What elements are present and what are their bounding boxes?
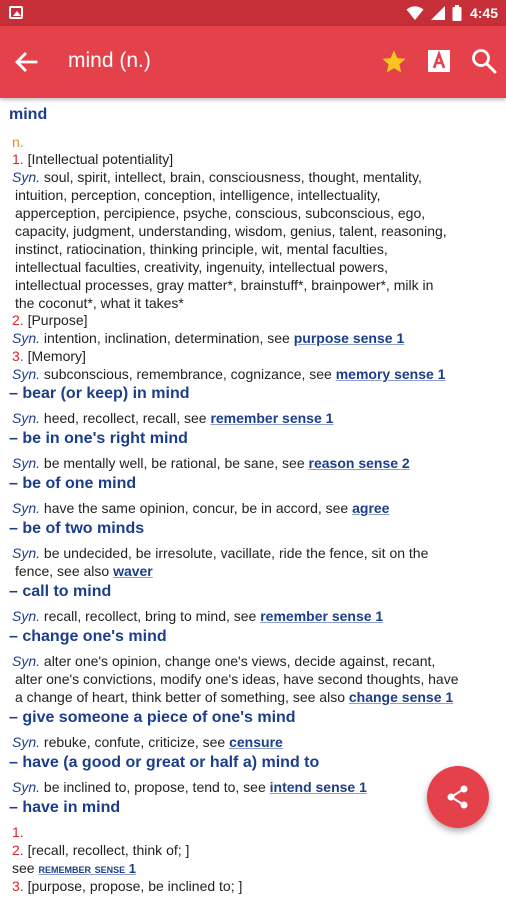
memory-link[interactable]: memory sense 1: [335, 366, 446, 382]
reason-link[interactable]: reason sense 2: [308, 455, 410, 471]
sense-heading: 3. [purpose, propose, be inclined to; ]: [12, 878, 243, 894]
app-bar: [0, 26, 506, 98]
sense-label: [Intellectual potentiality]: [27, 151, 174, 167]
back-arrow-icon[interactable]: [12, 48, 40, 76]
search-icon[interactable]: [470, 47, 498, 75]
synonym-line: Syn. subconscious, remembrance, cognizance, see memory sense 1: [12, 366, 446, 382]
synonym-line: fence, see also waver: [15, 563, 153, 579]
synonym-line: Syn. be undecided, be irresolute, vacillate, ride the fence, sit on the: [12, 545, 429, 561]
notification-icon: [9, 6, 23, 19]
entry-content: [0, 98, 506, 900]
page-title: mind (n.): [68, 49, 151, 72]
status-time: 4:45: [469, 5, 498, 21]
phrase-heading: – be of two minds: [9, 520, 145, 537]
intend-link[interactable]: intend sense 1: [269, 779, 367, 795]
synonym-line: apperception, percipience, psyche, conscious, subconscious, ego,: [15, 205, 426, 221]
headword: mind: [9, 106, 48, 123]
sense-number: 1.: [12, 151, 24, 167]
phrase-heading: – have in mind: [9, 799, 121, 816]
sense-heading: 2. [recall, recollect, think of; ]: [12, 842, 190, 858]
synonym-line: Syn. be mentally well, be rational, be sane, see reason sense 2: [12, 455, 410, 471]
phrase-heading: – have (a good or great or half a) mind to: [9, 754, 320, 771]
synonym-line: a change of heart, think better of something, see also change sense 1: [15, 689, 454, 705]
sense-heading: 1.: [12, 824, 24, 840]
phrase-heading: – call to mind: [9, 583, 112, 600]
battery-icon: [452, 5, 462, 21]
status-icons: [406, 3, 498, 23]
syn-label: Syn.: [12, 169, 41, 185]
synonym-line: Syn. rebuke, confute, criticize, see censure: [12, 734, 283, 750]
phrase-heading: – bear (or keep) in mind: [9, 385, 190, 402]
waver-link[interactable]: waver: [113, 563, 153, 579]
synonym-line: alter one's convictions, modify one's ideas, have second thoughts, have: [15, 671, 459, 687]
purpose-link[interactable]: purpose sense 1: [293, 330, 405, 346]
synonym-line: instinct, ratiocination, thinking principle, wit, mental faculties,: [15, 241, 388, 257]
sense-heading: 3. [Memory]: [12, 348, 86, 364]
synonym-line: Syn. alter one's opinion, change one's views, decide against, recant,: [12, 653, 436, 669]
part-of-speech: n.: [12, 134, 24, 150]
phrase-heading: – change one's mind: [9, 628, 167, 645]
agree-link[interactable]: agree: [352, 500, 390, 516]
synonym-line: capacity, judgment, understanding, wisdom, genius, talent, reasoning,: [15, 223, 447, 239]
phrase-heading: – be in one's right mind: [9, 430, 188, 447]
wifi-icon: [406, 5, 424, 21]
status-bar: [0, 0, 506, 26]
synonym-line: intuition, perception, conception, intelligence, intellectuality,: [15, 187, 381, 203]
synonym-line: Syn. heed, recollect, recall, see remember sense 1: [12, 410, 334, 426]
sense-heading: [12, 150, 173, 168]
synonym-line: Syn. intention, inclination, determination, see purpose sense 1: [12, 330, 405, 346]
synonym-line: Syn. recall, recollect, bring to mind, see remember sense 1: [12, 608, 384, 624]
change-link[interactable]: change sense 1: [348, 689, 454, 705]
phrase-heading: – be of one mind: [9, 475, 137, 492]
synonym-line: intellectual processes, gray matter*, brainstuff*, brainpower*, milk in: [15, 277, 434, 293]
censure-link[interactable]: censure: [229, 734, 283, 750]
see-line: see remember sense 1: [12, 860, 136, 876]
phrase-heading: – give someone a piece of one's mind: [9, 709, 296, 726]
favorite-star-icon[interactable]: [380, 48, 408, 76]
sense-heading: 2. [Purpose]: [12, 312, 88, 328]
remember-link[interactable]: remember sense 1: [260, 608, 384, 624]
font-size-icon[interactable]: [426, 48, 452, 74]
remember-link[interactable]: remember sense 1: [38, 861, 136, 876]
share-icon: [445, 784, 471, 810]
synonym-line: Syn. be inclined to, propose, tend to, see intend sense 1: [12, 779, 367, 795]
signal-icon: [430, 5, 446, 21]
share-button[interactable]: [427, 766, 489, 828]
synonym-line: intellectual faculties, creativity, ingenuity, intellectual powers,: [15, 259, 388, 275]
synonym-line: the coconut*, what it takes*: [15, 295, 184, 311]
remember-link[interactable]: remember sense 1: [210, 410, 334, 426]
synonym-line: Syn. soul, spirit, intellect, brain, consciousness, thought, mentality,: [12, 169, 422, 185]
synonym-line: Syn. have the same opinion, concur, be in accord, see agree: [12, 500, 390, 516]
